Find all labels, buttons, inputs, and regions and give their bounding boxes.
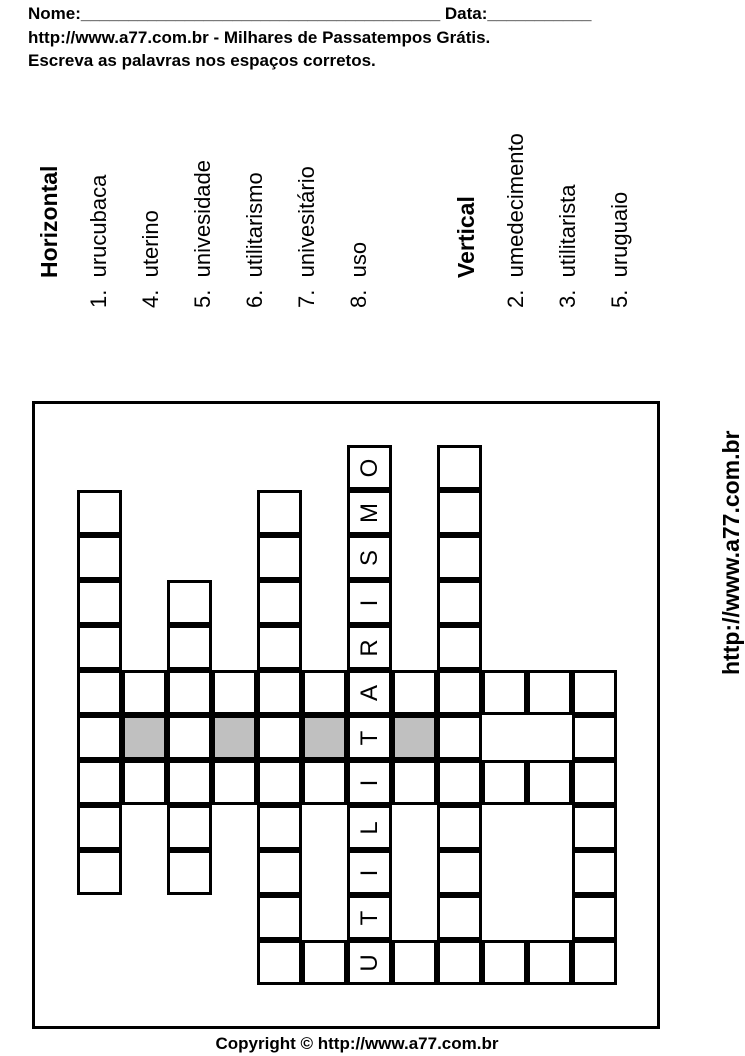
crossword-cell[interactable] — [167, 850, 212, 895]
horizontal-clue — [86, 175, 112, 308]
crossword-cell[interactable] — [347, 760, 392, 805]
crossword-cell[interactable] — [167, 580, 212, 625]
cell-letter: O — [355, 458, 383, 477]
crossword-cell[interactable] — [77, 715, 122, 760]
shaded-cell — [122, 715, 167, 760]
clue-number: 6. — [242, 289, 267, 308]
crossword-cell[interactable] — [527, 760, 572, 805]
crossword-cell[interactable] — [77, 670, 122, 715]
shaded-cell — [302, 715, 347, 760]
crossword-cell[interactable] — [167, 805, 212, 850]
cell-letter: I — [355, 869, 383, 876]
clue-word: utilitarismo — [242, 172, 267, 278]
crossword-cell[interactable] — [122, 760, 167, 805]
name-date-line: Nome:______________________________________ Data:___________ — [28, 4, 592, 23]
crossword-cell[interactable] — [257, 850, 302, 895]
crossword-cell[interactable] — [257, 760, 302, 805]
crossword-cell[interactable] — [572, 715, 617, 760]
crossword-cell[interactable] — [437, 940, 482, 985]
crossword-cell[interactable] — [257, 715, 302, 760]
crossword-cell[interactable] — [347, 850, 392, 895]
crossword-cell[interactable] — [257, 580, 302, 625]
cell-letter: T — [355, 730, 383, 745]
crossword-cell[interactable] — [347, 445, 392, 490]
crossword-cell[interactable] — [257, 535, 302, 580]
clue-word: utilitarista — [555, 184, 580, 278]
crossword-cell[interactable] — [572, 940, 617, 985]
crossword-cell[interactable] — [347, 490, 392, 535]
crossword-cell[interactable] — [167, 625, 212, 670]
crossword-cell[interactable] — [77, 625, 122, 670]
clue-number: 7. — [294, 289, 319, 308]
crossword-cell[interactable] — [392, 670, 437, 715]
crossword-cell[interactable] — [212, 670, 257, 715]
crossword-cell[interactable] — [77, 805, 122, 850]
crossword-cell[interactable] — [77, 580, 122, 625]
crossword-cell[interactable] — [347, 895, 392, 940]
crossword-cell[interactable] — [302, 670, 347, 715]
crossword-cell[interactable] — [572, 670, 617, 715]
clue-word: umedecimento — [503, 133, 528, 278]
crossword-cell[interactable] — [527, 670, 572, 715]
clue-number: 8. — [346, 289, 371, 308]
horizontal-clue — [346, 242, 372, 308]
crossword-cell[interactable] — [437, 670, 482, 715]
crossword-cell[interactable] — [257, 940, 302, 985]
word-list — [0, 0, 720, 400]
crossword-cell[interactable] — [392, 940, 437, 985]
horizontal-clue — [242, 172, 268, 308]
crossword-cell[interactable] — [482, 670, 527, 715]
crossword-cell[interactable] — [77, 535, 122, 580]
crossword-cell[interactable] — [572, 760, 617, 805]
crossword-cell[interactable] — [347, 670, 392, 715]
cell-letter: I — [355, 779, 383, 786]
crossword-cell[interactable] — [437, 625, 482, 670]
crossword-cell[interactable] — [437, 895, 482, 940]
clue-word: uterino — [138, 210, 163, 278]
crossword-cell[interactable] — [347, 715, 392, 760]
crossword-cell[interactable] — [302, 940, 347, 985]
crossword-cell[interactable] — [482, 760, 527, 805]
crossword-cell[interactable] — [77, 760, 122, 805]
crossword-cell[interactable] — [212, 760, 257, 805]
crossword-cell[interactable] — [572, 805, 617, 850]
clue-word: univesidade — [190, 159, 215, 278]
cell-letter: R — [355, 638, 383, 657]
crossword-cell[interactable] — [437, 445, 482, 490]
crossword-cell[interactable] — [167, 760, 212, 805]
clue-word: uruguaio — [607, 191, 632, 278]
crossword-cell[interactable] — [437, 715, 482, 760]
horizontal-title: Horizontal — [36, 165, 62, 278]
cell-letter: M — [355, 502, 383, 523]
crossword-cell[interactable] — [302, 760, 347, 805]
instructions: Escreva as palavras nos espaços corretos. — [28, 51, 376, 70]
cell-letter: S — [355, 549, 383, 566]
crossword-cell[interactable] — [77, 490, 122, 535]
vertical-clue — [555, 184, 581, 308]
crossword-cell[interactable] — [167, 670, 212, 715]
clue-number: 4. — [138, 289, 163, 308]
crossword-cell[interactable] — [347, 625, 392, 670]
clue-number: 5. — [607, 289, 632, 308]
crossword-cell[interactable] — [437, 490, 482, 535]
crossword-cell[interactable] — [347, 535, 392, 580]
vertical-clue — [607, 192, 633, 308]
crossword-cell[interactable] — [392, 760, 437, 805]
site-tagline: http://www.a77.com.br - Milhares de Passatempos Grátis. — [28, 28, 491, 47]
horizontal-clue — [294, 166, 320, 308]
clue-number: 3. — [555, 289, 580, 308]
crossword-cell[interactable] — [527, 940, 572, 985]
copyright: Copyright © http://www.a77.com.br — [215, 1034, 499, 1053]
vertical-clue — [503, 133, 529, 308]
cell-letter: U — [355, 953, 383, 972]
cell-letter: A — [355, 684, 383, 701]
crossword-cell[interactable] — [437, 760, 482, 805]
clue-number: 5. — [190, 289, 215, 308]
crossword-cell[interactable] — [257, 490, 302, 535]
crossword-cell[interactable] — [437, 850, 482, 895]
crossword-cell[interactable] — [572, 850, 617, 895]
crossword-cell[interactable] — [437, 535, 482, 580]
crossword-cell[interactable] — [257, 895, 302, 940]
crossword-cell[interactable] — [347, 580, 392, 625]
clue-word: urucubaca — [86, 174, 111, 278]
shaded-cell — [212, 715, 257, 760]
horizontal-clue — [190, 160, 216, 308]
cell-letter: I — [355, 599, 383, 606]
clue-number: 1. — [86, 289, 111, 308]
clue-number: 2. — [503, 289, 528, 308]
cell-letter: L — [355, 820, 383, 835]
crossword-cell[interactable] — [347, 940, 392, 985]
vertical-title: Vertical — [453, 196, 479, 278]
crossword-cell[interactable] — [437, 805, 482, 850]
clue-word: uso — [346, 241, 371, 278]
clue-word: univesitário — [294, 166, 319, 278]
side-url: http://www.a77.com.br — [718, 430, 744, 675]
crossword-cell[interactable] — [482, 940, 527, 985]
crossword-cell[interactable] — [257, 670, 302, 715]
crossword-cell[interactable] — [167, 715, 212, 760]
crossword-cell[interactable] — [122, 670, 167, 715]
crossword-cell[interactable] — [257, 805, 302, 850]
shaded-cell — [392, 715, 437, 760]
crossword-cell[interactable] — [437, 580, 482, 625]
cell-letter: T — [355, 910, 383, 925]
crossword-cell[interactable] — [77, 850, 122, 895]
crossword-cell[interactable] — [347, 805, 392, 850]
horizontal-clue — [138, 210, 164, 308]
crossword-cell[interactable] — [257, 625, 302, 670]
crossword-cell[interactable] — [572, 895, 617, 940]
